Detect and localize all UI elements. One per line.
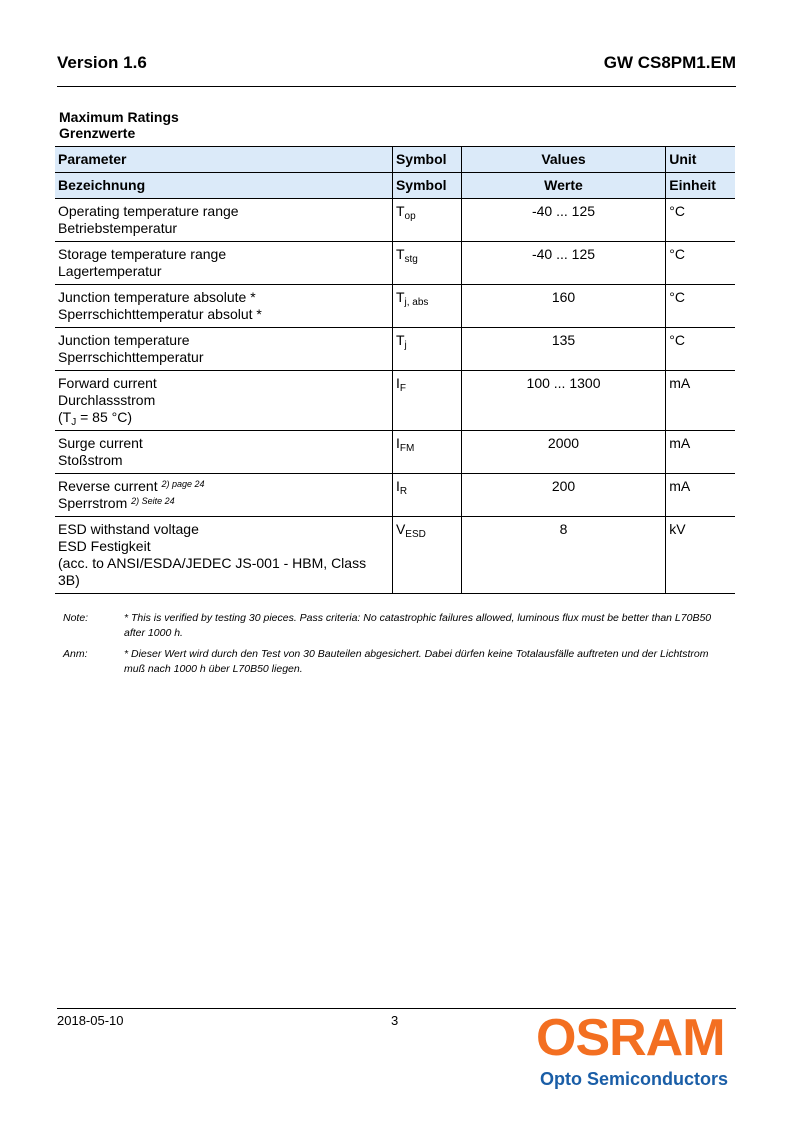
parameter-cell [55, 431, 392, 474]
table-row [55, 242, 735, 285]
unit-cell: °C [669, 203, 685, 219]
symbol-cell [392, 285, 461, 328]
header-werte: Werte [461, 173, 665, 199]
value-cell: 200 [461, 474, 665, 517]
value-cell: 160 [461, 285, 665, 328]
maximum-ratings-table [55, 146, 735, 594]
symbol-cell [392, 431, 461, 474]
value-cell: 8 [461, 517, 665, 594]
parameter-de-with-ref [58, 495, 389, 512]
note-en [63, 611, 723, 641]
table-row [55, 199, 735, 242]
table-row [55, 474, 735, 517]
value-cell: -40 ... 125 [461, 242, 665, 285]
condition-prefix: (T [58, 409, 72, 425]
parameter-extra: (acc. to ANSI/ESDA/JEDEC JS-001 - HBM, Class 3B) [58, 555, 367, 588]
header-bezeichnung: Bezeichnung [55, 173, 392, 199]
parameter-de: ESD Festigkeit [58, 538, 151, 554]
symbol-letter: T [395, 203, 405, 219]
parameter-cell [55, 242, 392, 285]
section-title [59, 109, 179, 141]
unit-cell: °C [669, 332, 685, 348]
table-header-row-en [55, 147, 735, 173]
condition-subscript: J [71, 417, 77, 428]
notes-section [63, 611, 723, 683]
parameter-en: Storage temperature range [58, 246, 227, 262]
parameter-cell [55, 285, 392, 328]
parameter-en: Junction temperature [58, 332, 190, 348]
parameter-de: Sperrschichttemperatur [58, 349, 204, 365]
symbol-letter: T [395, 289, 405, 305]
header-parameter: Parameter [55, 147, 392, 173]
note-label: Note: [63, 612, 89, 624]
symbol-cell [392, 199, 461, 242]
unit-cell: mA [669, 435, 691, 451]
value-cell: -40 ... 125 [461, 199, 665, 242]
header-symbol-de: Symbol [392, 173, 461, 199]
symbol-cell [392, 371, 461, 431]
parameter-cell [55, 517, 392, 594]
symbol-subscript: ESD [405, 529, 426, 540]
parameter-de: Betriebstemperatur [58, 220, 178, 236]
value-cell: 135 [461, 328, 665, 371]
parameter-cell [55, 371, 392, 431]
header-symbol: Symbol [392, 147, 461, 173]
note-text: * This is verified by testing 30 pieces. Pass criteria: No catastrophic failures allowed, luminous flux must be better than L70B50 after 1000 h. [124, 612, 712, 639]
value-cell: 100 ... 1300 [461, 371, 665, 431]
table-row [55, 328, 735, 371]
parameter-en: ESD withstand voltage [58, 521, 199, 537]
unit-cell: °C [669, 289, 685, 305]
anm-label: Anm: [63, 648, 88, 660]
unit-cell: kV [669, 521, 686, 537]
table-row [55, 431, 735, 474]
symbol-subscript: j [404, 340, 407, 351]
parameter-cell [55, 328, 392, 371]
unit-cell: °C [669, 246, 685, 262]
parameter-cell [55, 474, 392, 517]
opto-semiconductors-label: Opto Semiconductors [540, 1069, 729, 1089]
note-de [63, 647, 723, 677]
parameter-cell [55, 199, 392, 242]
product-name: GW CS8PM1.EM [603, 53, 736, 72]
parameter-en: Operating temperature range [58, 203, 239, 219]
parameter-condition [58, 409, 389, 426]
symbol-letter: V [395, 521, 406, 537]
header-values: Values [461, 147, 665, 173]
parameter-en-with-ref [58, 478, 389, 495]
symbol-letter: I [395, 435, 400, 451]
symbol-letter: T [395, 246, 405, 262]
parameter-en: Reverse current [58, 478, 158, 494]
symbol-cell [392, 328, 461, 371]
symbol-subscript: F [399, 383, 406, 394]
symbol-letter: T [395, 332, 405, 348]
anm-text: * Dieser Wert wird durch den Test von 30 Bauteilen abgesichert. Dabei dürfen keine Totalausfälle auftreten und der Lichtstrom muß nach 1000 h über L70B50 liegen. [124, 648, 709, 675]
symbol-subscript: R [399, 486, 408, 497]
value-cell: 2000 [461, 431, 665, 474]
section-title-en: Maximum Ratings [59, 109, 179, 125]
header-unit: Unit [666, 147, 735, 173]
footer-date: 2018-05-10 [57, 1013, 124, 1028]
symbol-letter: I [395, 375, 400, 391]
symbol-subscript: j, abs [404, 297, 429, 308]
table-row [55, 517, 735, 594]
symbol-letter: I [395, 478, 400, 494]
unit-cell: mA [669, 375, 691, 391]
footnote-reference: 2) Seite 24 [131, 496, 175, 506]
parameter-de: Lagertemperatur [58, 263, 162, 279]
unit-cell: mA [669, 478, 691, 494]
table-header-row-de [55, 173, 735, 199]
page-number: 3 [391, 1013, 399, 1028]
parameter-de: Stoßstrom [58, 452, 123, 468]
document-version: Version 1.6 [57, 53, 147, 72]
header-divider [57, 86, 736, 87]
symbol-subscript: FM [399, 443, 415, 454]
section-title-de: Grenzwerte [59, 125, 136, 141]
parameter-de: Sperrstrom [58, 495, 128, 511]
parameter-de: Durchlassstrom [58, 392, 156, 408]
symbol-cell [392, 517, 461, 594]
symbol-cell [392, 242, 461, 285]
footnote-reference: 2) page 24 [161, 479, 205, 489]
symbol-cell [392, 474, 461, 517]
symbol-subscript: op [404, 211, 416, 222]
condition-suffix: = 85 °C) [76, 409, 133, 425]
table-row [55, 285, 735, 328]
header-einheit: Einheit [666, 173, 735, 199]
symbol-subscript: stg [404, 254, 418, 265]
osram-logo: OSRAM [536, 1009, 725, 1067]
table-row [55, 371, 735, 431]
parameter-en: Surge current [58, 435, 143, 451]
parameter-en: Junction temperature absolute * [58, 289, 256, 305]
parameter-de: Sperrschichttemperatur absolut * [58, 306, 262, 322]
parameter-en: Forward current [58, 375, 157, 391]
